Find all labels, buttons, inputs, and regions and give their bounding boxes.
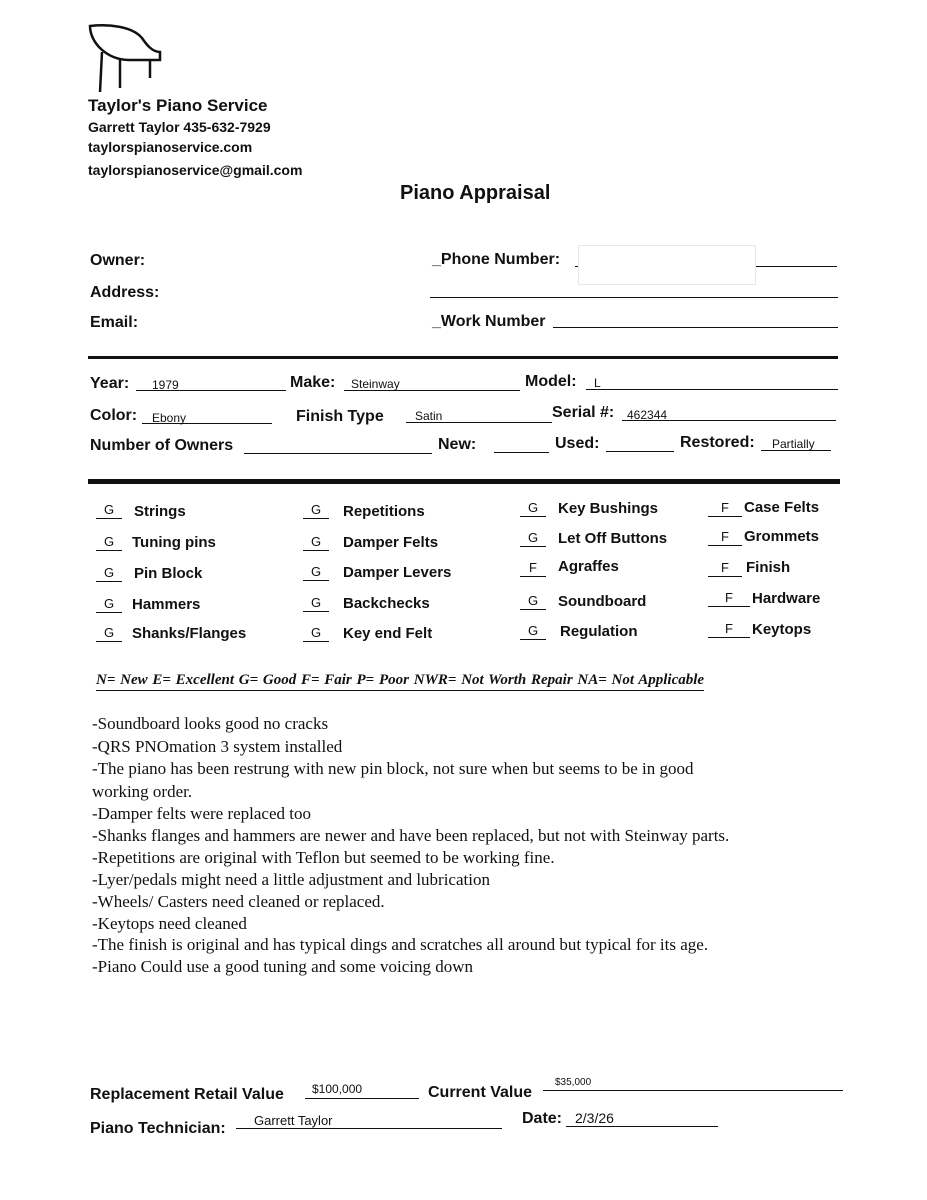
note-line: -QRS PNOmation 3 system installed [92,737,343,756]
rating-label-grommets: Grommets [744,528,820,545]
model-label: Model: [525,373,577,390]
grade-keytops[interactable]: F [708,622,750,638]
note-line: -Lyer/pedals might need a little adjustment and lubrication [92,870,490,889]
date-value[interactable]: 2/3/26 [575,1110,614,1126]
grand-piano-logo-icon [86,22,166,94]
grade-case-felts[interactable]: F [708,501,742,517]
rating-label-key-bushings: Key Bushings [558,500,659,517]
make-label: Make: [290,374,336,391]
work-number-line[interactable] [553,327,838,328]
rating-label-damper-felts: Damper Felts [343,534,439,551]
rating-label-key-end-felt: Key end Felt [343,625,433,642]
make-value[interactable]: Steinway [351,377,400,391]
color-label: Color: [90,407,138,424]
grade-shanks-flanges[interactable]: G [96,626,122,642]
form-title: Piano Appraisal [400,182,551,204]
grade-strings[interactable]: G [96,503,122,519]
grade-repetitions[interactable]: G [303,503,329,519]
rating-label-soundboard: Soundboard [558,593,647,610]
grade-agraffes[interactable]: F [520,561,546,577]
replacement-value-label: Replacement Retail Value [90,1086,284,1103]
note-line: -Damper felts were replaced too [92,804,311,823]
grade-tuning-pins[interactable]: G [96,535,122,551]
restored-value[interactable]: Partially [772,437,815,451]
note-line: -Piano Could use a good tuning and some voicing down [92,957,474,976]
rating-label-pin-block: Pin Block [134,565,203,582]
finish-type-label: Finish Type [296,408,384,425]
owner-label: Owner: [90,252,146,269]
grade-let-off-buttons[interactable]: G [520,531,546,547]
date-line [566,1126,718,1127]
rating-label-agraffes: Agraffes [558,558,619,575]
finish-type-value[interactable]: Satin [415,409,443,423]
rating-label-case-felts: Case Felts [744,499,820,516]
work-number-label: _Work Number [432,313,546,330]
restored-label: Restored: [680,434,755,451]
grade-pin-block[interactable]: G [96,566,122,582]
rating-label-regulation: Regulation [560,623,638,640]
rating-label-let-off-buttons: Let Off Buttons [558,530,668,547]
grade-regulation[interactable]: G [520,624,546,640]
redaction-box [578,245,756,285]
current-value-label: Current Value [428,1084,533,1101]
company-website: taylorspianoservice.com [88,139,253,155]
note-line: -Shanks flanges and hammers are newer and have been replaced, but not with Steinway parts. [92,826,730,845]
address-line[interactable] [430,297,838,298]
grade-damper-felts[interactable]: G [303,535,329,551]
rating-label-finish: Finish [746,559,791,576]
grade-legend: N= New E= Excellent G= Good F= Fair P= Poor NWR= Not Worth Repair NA= Not Applicable [96,672,704,691]
date-label: Date: [522,1110,563,1127]
replacement-value[interactable]: $100,000 [312,1082,363,1096]
technician-line [236,1128,502,1129]
phone-label: _Phone Number: [432,251,561,268]
new-line[interactable] [494,452,549,453]
year-label: Year: [90,375,130,392]
new-label: New: [438,436,477,453]
grade-hardware[interactable]: F [708,591,750,607]
current-value[interactable]: $35,000 [555,1077,592,1088]
model-line [586,389,838,390]
note-line: -Keytops need cleaned [92,914,247,933]
rating-label-tuning-pins: Tuning pins [132,534,216,551]
serial-value[interactable]: 462344 [627,408,668,422]
note-line: -Repetitions are original with Teflon but seemed to be working fine. [92,848,555,867]
divider-2 [88,479,840,484]
divider-1 [88,356,838,359]
note-line: working order. [92,782,193,801]
grade-grommets[interactable]: F [708,530,742,546]
email-label: Email: [90,314,139,331]
grade-hammers[interactable]: G [96,597,122,613]
year-value[interactable]: 1979 [152,378,179,392]
number-of-owners-line[interactable] [244,453,432,454]
technician-label: Piano Technician: [90,1120,226,1137]
note-line: -The piano has been restrung with new pin block, not sure when but seems to be in good [92,759,694,778]
replacement-value-line [305,1098,419,1099]
number-of-owners-label: Number of Owners [90,437,234,454]
grade-backchecks[interactable]: G [303,596,329,612]
company-contact: Garrett Taylor 435-632-7929 [88,119,271,135]
rating-label-shanks-flanges: Shanks/Flanges [132,625,247,642]
rating-label-keytops: Keytops [752,621,812,638]
company-name: Taylor's Piano Service [88,96,268,115]
serial-label: Serial #: [552,404,615,421]
rating-label-strings: Strings [134,503,186,520]
model-value[interactable]: L [594,376,601,390]
note-line: -The finish is original and has typical dings and scratches all around but typical for its age. [92,935,709,954]
grade-key-end-felt[interactable]: G [303,626,329,642]
grade-finish[interactable]: F [708,561,742,577]
address-label: Address: [90,284,160,301]
grade-damper-levers[interactable]: G [303,565,329,581]
rating-label-hammers: Hammers [132,596,201,613]
used-label: Used: [555,435,600,452]
technician-value[interactable]: Garrett Taylor [254,1113,333,1128]
rating-label-backchecks: Backchecks [343,595,430,612]
grade-key-bushings[interactable]: G [520,501,546,517]
note-line: -Wheels/ Casters need cleaned or replaced. [92,892,385,911]
company-email: taylorspianoservice@gmail.com [88,162,303,178]
used-line[interactable] [606,451,674,452]
color-value[interactable]: Ebony [152,411,187,425]
rating-label-hardware: Hardware [752,590,821,607]
current-value-line [543,1090,843,1091]
rating-label-damper-levers: Damper Levers [343,564,452,581]
note-line: -Soundboard looks good no cracks [92,714,329,733]
rating-label-repetitions: Repetitions [343,503,425,520]
grade-soundboard[interactable]: G [520,594,546,610]
